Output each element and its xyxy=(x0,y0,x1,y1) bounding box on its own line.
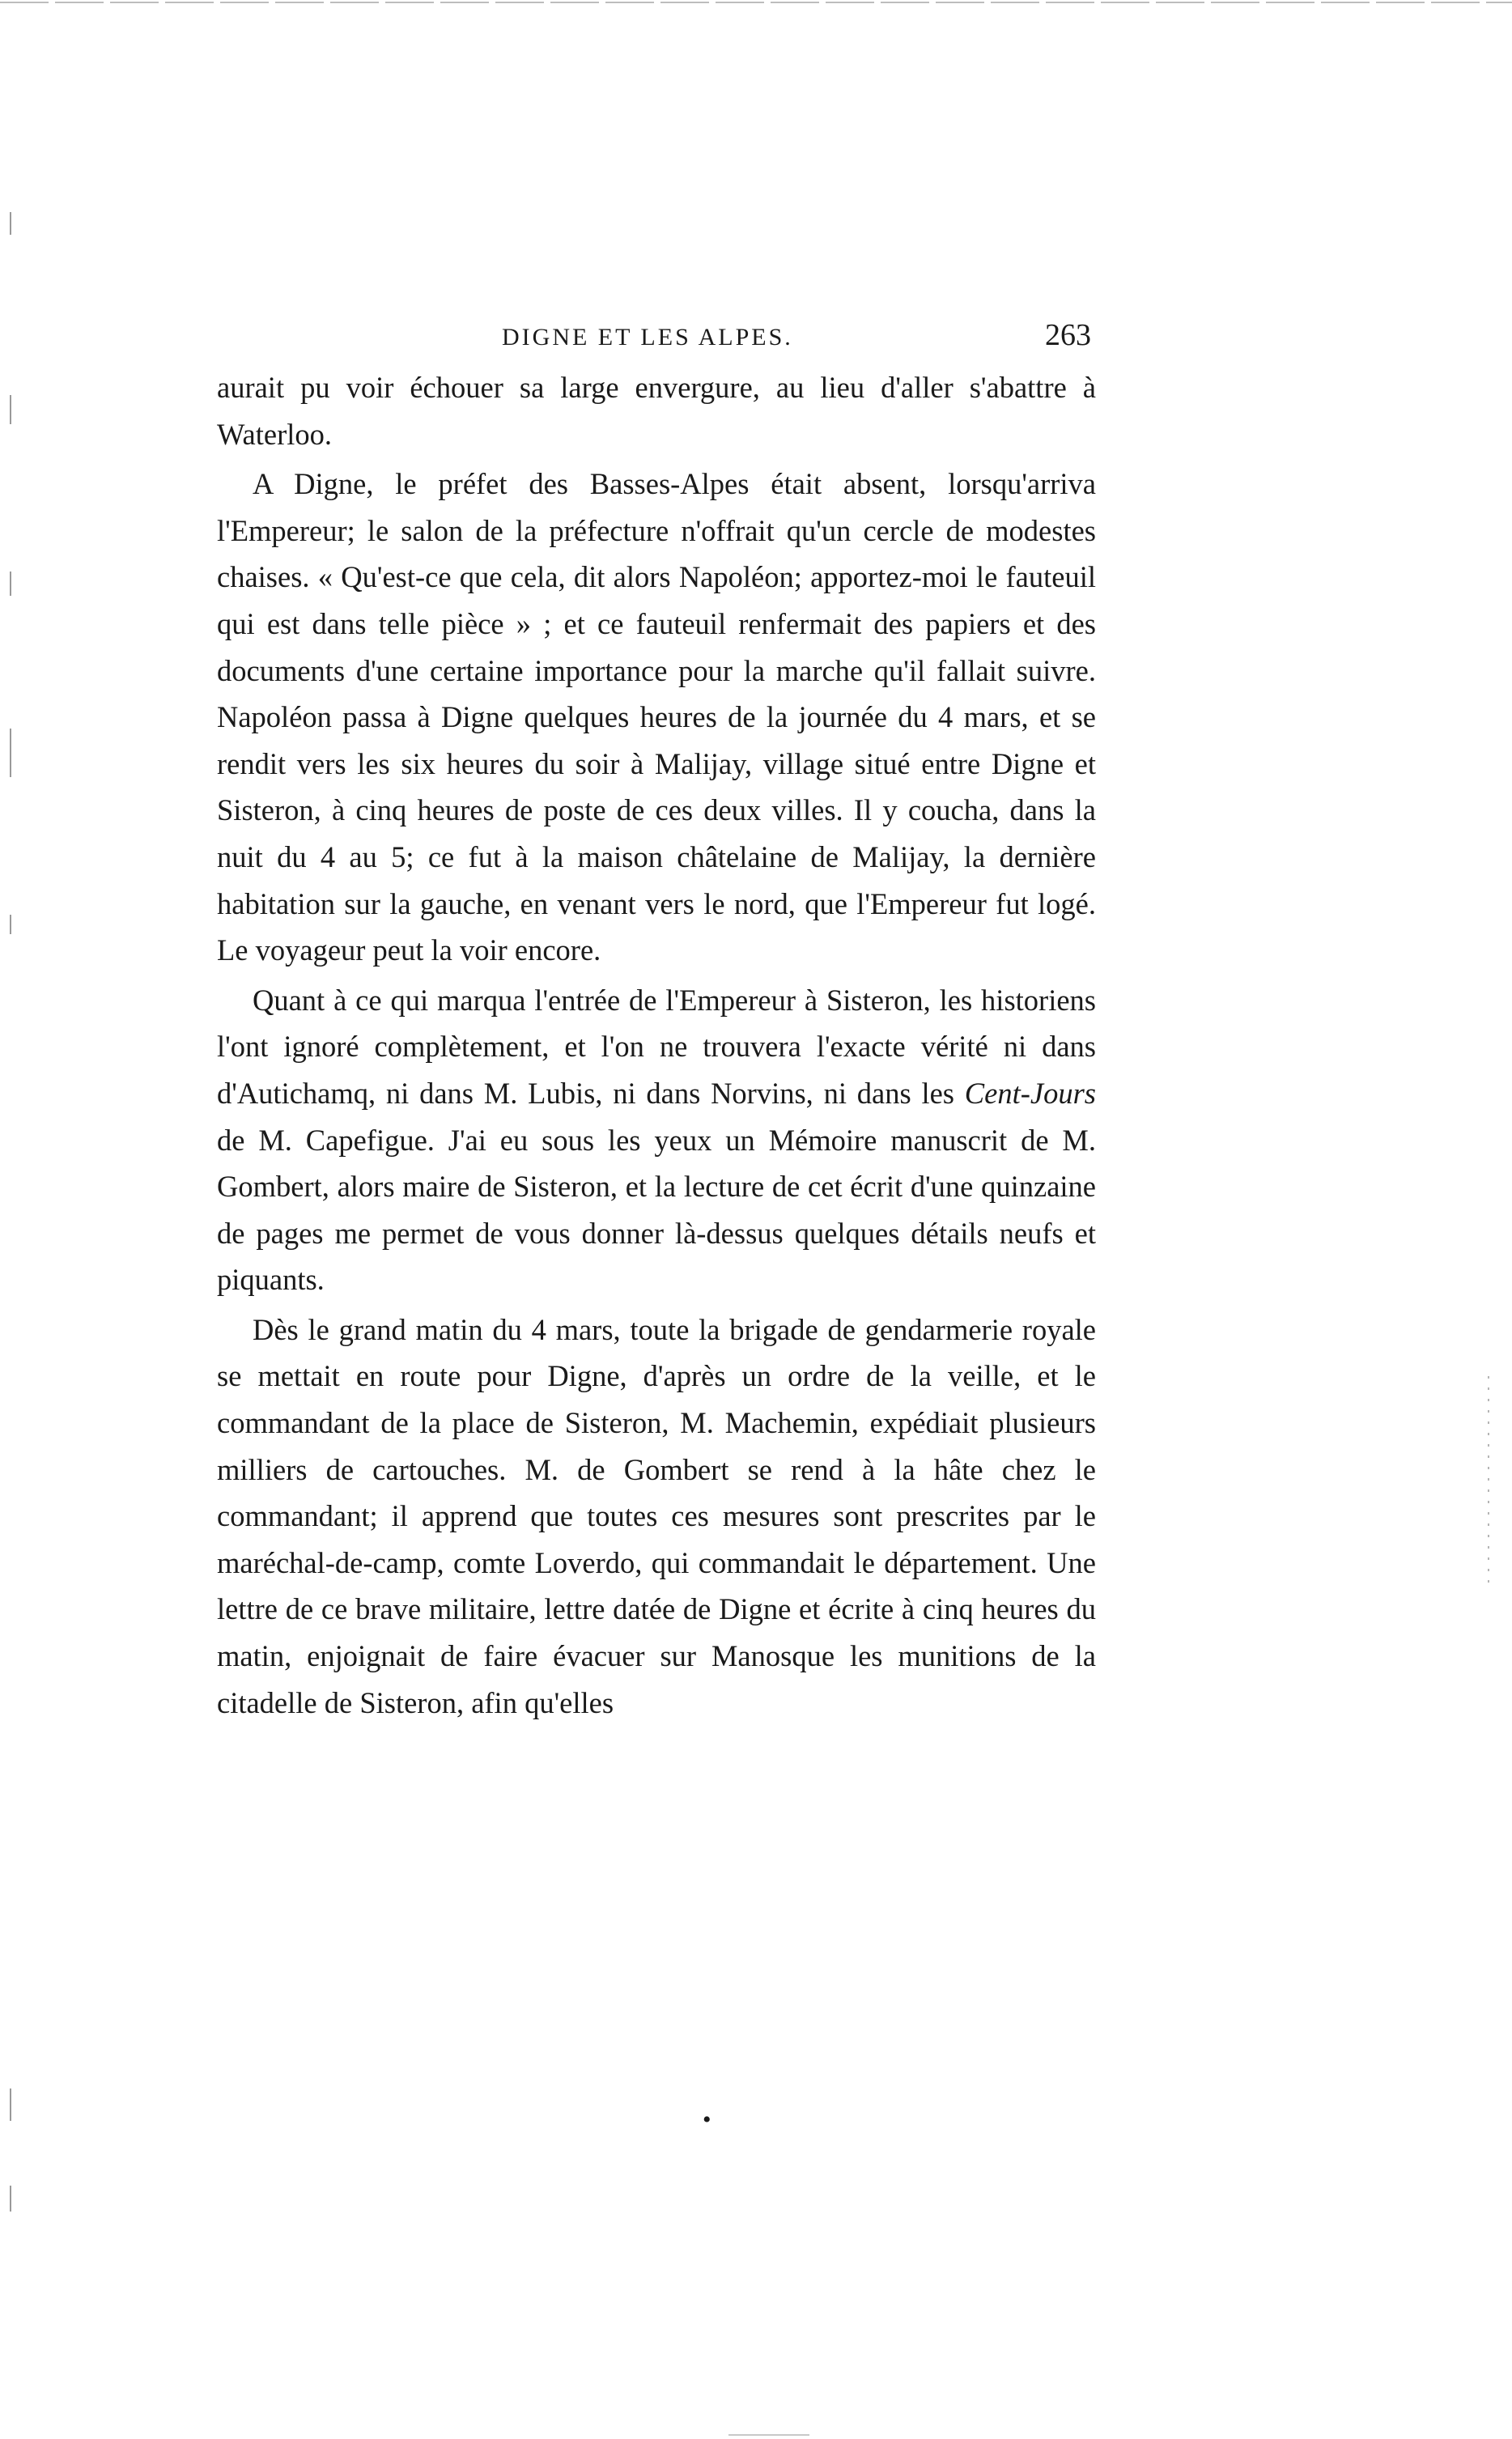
footer-mark: • xyxy=(703,2106,711,2133)
running-head: DIGNE ET LES ALPES. xyxy=(502,324,793,351)
page-edge-bottom xyxy=(0,2434,1512,2436)
book-title: Cent-Jours xyxy=(964,1076,1096,1110)
margin-mark xyxy=(10,2186,11,2212)
right-margin-dots xyxy=(1488,1376,1489,1587)
paragraph-text: Quant à ce qui marqua l'entrée de l'Empereur à Sisteron, les historiens l'ont ignoré complètement, et l'on ne trouvera l'exacte vérité ni dans d'Autichamq, ni dans M. Lubis, ni dans Norvins, ni dans les xyxy=(217,983,1096,1110)
paragraph xyxy=(217,977,1096,1303)
margin-mark xyxy=(10,572,11,596)
paragraph: A Digne, le préfet des Basses-Alpes était absent, lorsqu'arriva l'Empereur; le salon de la préfecture n'offrait qu'un cercle de modestes chaises. « Qu'est-ce que cela, dit alors Napoléon; apportez-moi le fauteuil qui est dans telle pièce » ; et ce fauteuil renfermait des papiers et des documents d'une certaine importance pour la marche qu'il fallait suivre. Napoléon passa à Digne quelques heures de la journée du 4 mars, et se rendit vers les six heures du soir à Malijay, village situé entre Digne et Sisteron, à cinq heures de poste de ces deux villes. Il y coucha, dans la nuit du 4 au 5; ce fut à la maison châtelaine de Malijay, la dernière habitation sur la gauche, en venant vers le nord, que l'Empereur fut logé. Le voyageur peut la voir encore. xyxy=(217,467,1096,967)
margin-mark xyxy=(10,212,11,235)
margin-mark xyxy=(10,915,11,934)
page-number: 263 xyxy=(1045,318,1091,352)
body-text xyxy=(217,364,1096,1726)
paragraph-text: de M. Capefigue. J'ai eu sous les yeux un Mémoire manuscrit de M. Gombert, alors maire de Sisteron, et la lecture de cet écrit d'une quinzaine de pages me permet de vous donner là-dessus quelques détails neufs et piquants. xyxy=(217,1123,1096,1297)
margin-mark xyxy=(10,2088,11,2121)
page-edge-top xyxy=(0,2,1512,3)
margin-mark xyxy=(10,395,11,424)
paragraph: Dès le grand matin du 4 mars, toute la brigade de gendarmerie royale se mettait en route pour Digne, d'après un ordre de la veille, et le commandant de la place de Sisteron, M. Machemin, expédiait plusieurs milliers de cartouches. M. de Gombert se rend à la hâte chez le commandant; il apprend que toutes ces mesures sont prescrites par le maréchal-de-camp, comte Loverdo, qui commandait le département. Une lettre de ce brave militaire, lettre datée de Digne et écrite à cinq heures du matin, enjoignait de faire évacuer sur Manosque les munitions de la citadelle de Sisteron, afin qu'elles xyxy=(217,1312,1096,1719)
page-header xyxy=(217,317,1096,366)
margin-mark xyxy=(10,729,11,777)
paragraph: aurait pu voir échouer sa large envergure, au lieu d'aller s'abattre à Waterloo. xyxy=(217,371,1096,451)
